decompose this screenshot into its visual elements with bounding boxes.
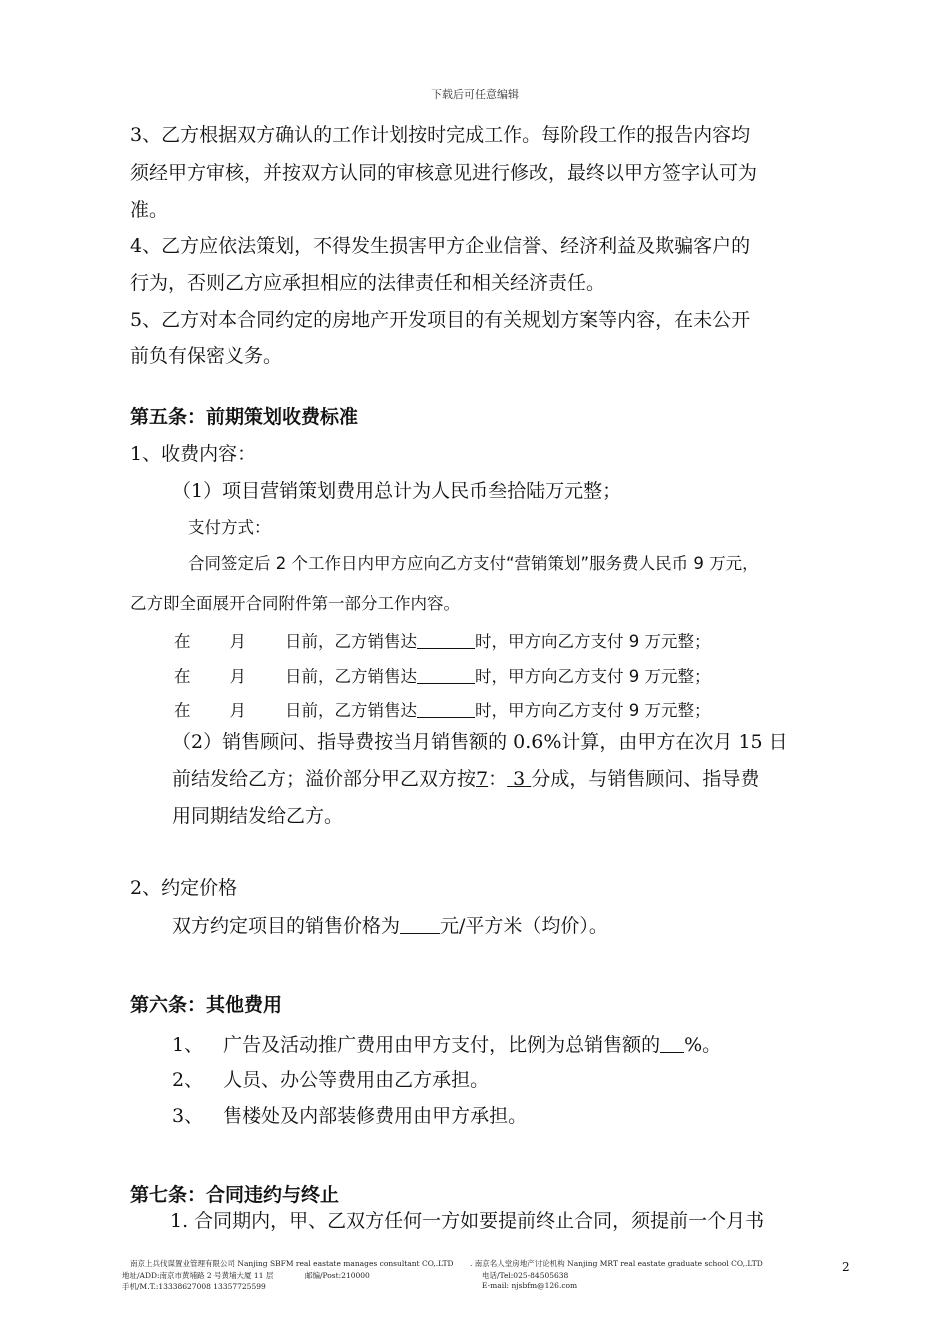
installment-month: 月 xyxy=(229,632,246,651)
other-fee-1 xyxy=(172,1035,721,1055)
page-header: 下载后可任意编辑 xyxy=(431,88,519,101)
item-text: 人员、办公等费用由乙方承担。 xyxy=(223,1069,490,1091)
installment-row xyxy=(174,666,711,686)
termination-clause-1: 1. 合同期内，甲、乙双方任何一方如要提前终止合同，须提前一个月书 xyxy=(170,1210,765,1232)
fee-content-heading: 1、收费内容： xyxy=(130,443,257,465)
ratio-a: 7 xyxy=(476,768,489,790)
installment-text: 日前，乙方销售达 xyxy=(285,701,417,720)
footer-telephone: 电话/Tel:025-84505638 xyxy=(482,1271,569,1280)
footer-mobile: 手机/M.T.:13338627008 13357725599 xyxy=(122,1282,266,1291)
section-6-title: 第六条：其他费用 xyxy=(130,994,283,1016)
installment-zai: 在 xyxy=(174,701,191,720)
installment-amount: 时，甲方向乙方支付 9 万元整； xyxy=(475,667,711,686)
footer-postcode: 邮编/Post:210000 xyxy=(305,1271,370,1280)
section-7-title: 第七条：合同违约与终止 xyxy=(130,1184,340,1206)
installment-month: 月 xyxy=(229,667,246,686)
clause-5-line-1: 5、乙方对本合同约定的房地产开发项目的有关规划方案等内容，在未公开 xyxy=(130,309,751,331)
installment-text: 日前，乙方销售达 xyxy=(285,667,417,686)
footer-address: 地址/ADD:南京市黄埔路 2 号黄埔大厦 11 层 xyxy=(122,1271,274,1280)
percent-blank[interactable] xyxy=(660,1035,684,1053)
installment-month: 月 xyxy=(229,701,246,720)
price-blank[interactable] xyxy=(400,916,440,934)
fee-item-2-line-3: 用同期结发给乙方。 xyxy=(172,805,344,827)
price-text: 双方约定项目的销售价格为 xyxy=(172,915,401,937)
sales-target-blank[interactable] xyxy=(417,631,475,649)
footer-email: E-mail: njsbfm@126.com xyxy=(482,1281,578,1290)
item-text: 广告及活动推广费用由甲方支付，比例为总销售额的 xyxy=(223,1034,661,1056)
payment-line-1: 合同签定后 2 个工作日内甲方应向乙方支付“营销策划”服务费人民币 9 万元， xyxy=(188,554,759,573)
payment-method-label: 支付方式： xyxy=(188,518,271,537)
agreed-price-heading: 2、约定价格 xyxy=(130,877,238,899)
ratio-separator: ： xyxy=(488,768,508,790)
percent-sign: %。 xyxy=(684,1034,722,1056)
ratio-b: 3 xyxy=(513,768,526,790)
fee-item-2-line-1: （2）销售顾问、指导费按当月销售额的 0.6%计算，由甲方在次月 15 日 xyxy=(172,731,788,753)
fee-item-2-line-2 xyxy=(172,770,759,789)
item-text: 售楼处及内部装修费用由甲方承担。 xyxy=(223,1105,528,1127)
installment-row xyxy=(174,631,711,651)
installment-row xyxy=(174,700,711,720)
fee-item-1: （1）项目营销策划费用总计为人民币叁拾陆万元整； xyxy=(172,480,622,502)
payment-line-2: 乙方即全面展开合同附件第一部分工作内容。 xyxy=(130,594,460,613)
agreed-price-line xyxy=(172,916,608,936)
installment-amount: 时，甲方向乙方支付 9 万元整； xyxy=(475,701,711,720)
item-number: 2、 xyxy=(172,1069,204,1091)
footer-company-1: 南京上兵伐谋置业管理有限公司 Nanjing SBFM real eastate manages consultant CO,.LTD xyxy=(130,1259,454,1268)
item-number: 1、 xyxy=(172,1034,204,1056)
installment-text: 日前，乙方销售达 xyxy=(285,632,417,651)
footer-company-2: . 南京名人堂房地产讨论机构 Nanjing MRT real eastate graduate school CO,.LTD xyxy=(470,1259,763,1268)
other-fee-2 xyxy=(172,1071,489,1090)
sales-target-blank[interactable] xyxy=(417,700,475,718)
clause-3-line-1: 3、乙方根据双方确认的工作计划按时完成工作。每阶段工作的报告内容均 xyxy=(130,124,751,146)
clause-5-line-2: 前负有保密义务。 xyxy=(130,345,283,367)
clause-3-line-3: 准。 xyxy=(130,199,169,221)
item-number: 3、 xyxy=(172,1105,204,1127)
other-fee-3 xyxy=(172,1107,527,1126)
clause-3-line-2: 须经甲方审核，并按双方认同的审核意见进行修改，最终以甲方签字认可为 xyxy=(130,162,758,184)
clause-4-line-2: 行为，否则乙方应承担相应的法律责任和相关经济责任。 xyxy=(130,272,606,294)
price-unit: 元/平方米（均价）。 xyxy=(440,915,608,937)
section-5-title: 第五条：前期策划收费标准 xyxy=(130,406,359,428)
installment-zai: 在 xyxy=(174,632,191,651)
fee-item-2-text: 前结发给乙方；溢价部分甲乙双方按 xyxy=(172,768,477,790)
clause-4-line-1: 4、乙方应依法策划，不得发生损害甲方企业信誉、经济利益及欺骗客户的 xyxy=(130,235,751,257)
installment-zai: 在 xyxy=(174,667,191,686)
sales-target-blank[interactable] xyxy=(417,666,475,684)
page-number: 2 xyxy=(842,1260,850,1274)
fee-item-2-text-cont: 分成，与销售顾问、指导费 xyxy=(531,768,760,790)
installment-amount: 时，甲方向乙方支付 9 万元整； xyxy=(475,632,711,651)
